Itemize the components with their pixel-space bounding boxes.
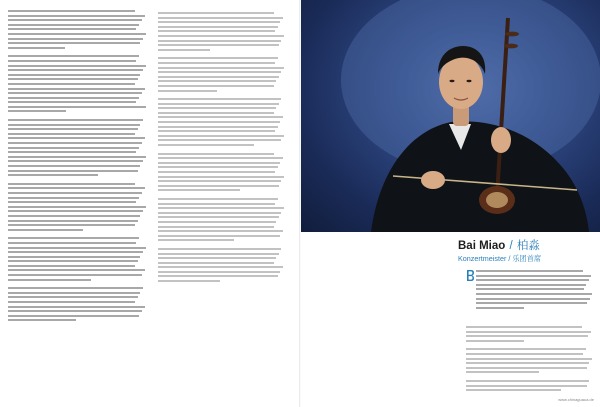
- text-line-placeholder: [8, 319, 76, 321]
- text-line-placeholder: [158, 139, 281, 141]
- text-line-placeholder: [158, 153, 274, 155]
- portrait-illustration: [301, 0, 600, 232]
- text-line-placeholder: [8, 237, 139, 239]
- text-line-placeholder: [158, 203, 275, 205]
- text-line-placeholder: [158, 226, 274, 228]
- text-line-placeholder: [466, 348, 586, 350]
- paragraph-gap: [8, 324, 146, 328]
- german-text-right: [476, 270, 592, 315]
- left-eye: [450, 80, 455, 82]
- text-line-placeholder: [158, 230, 283, 232]
- name-latin: Bai Miao: [458, 240, 506, 252]
- text-line-placeholder: [8, 165, 140, 167]
- text-line-placeholder: [8, 310, 142, 312]
- text-line-placeholder: [158, 121, 280, 123]
- text-line-placeholder: [8, 187, 145, 189]
- text-line-placeholder: [158, 116, 283, 118]
- text-line-placeholder: [158, 257, 276, 259]
- text-line-placeholder: [8, 274, 142, 276]
- text-line-placeholder: [158, 40, 281, 42]
- text-line-placeholder: [158, 266, 283, 268]
- text-line-placeholder: [8, 101, 136, 103]
- text-line-placeholder: [8, 301, 135, 303]
- text-line-placeholder: [158, 275, 278, 277]
- text-line-placeholder: [476, 270, 583, 272]
- text-line-placeholder: [158, 107, 276, 109]
- text-line-placeholder: [158, 12, 274, 14]
- text-line-placeholder: [8, 47, 65, 49]
- text-line-placeholder: [158, 98, 281, 100]
- text-line-placeholder: [158, 30, 275, 32]
- text-line-placeholder: [158, 162, 280, 164]
- text-line-placeholder: [476, 293, 592, 295]
- text-line-placeholder: [158, 253, 279, 255]
- text-line-placeholder: [466, 340, 524, 342]
- text-line-placeholder: [8, 210, 143, 212]
- portrait-photo: [301, 0, 600, 232]
- text-line-placeholder: [158, 71, 281, 73]
- text-line-placeholder: [8, 88, 145, 90]
- text-line-placeholder: [158, 157, 283, 159]
- left-hand: [491, 127, 511, 153]
- text-line-placeholder: [8, 306, 145, 308]
- text-line-placeholder: [8, 242, 136, 244]
- text-line-placeholder: [476, 275, 591, 277]
- text-line-placeholder: [8, 33, 146, 35]
- text-line-placeholder: [158, 216, 279, 218]
- text-line-placeholder: [8, 160, 143, 162]
- text-line-placeholder: [8, 19, 142, 21]
- text-line-placeholder: [158, 80, 276, 82]
- text-line-placeholder: [8, 69, 143, 71]
- left-page: [0, 0, 299, 407]
- text-line-placeholder: [8, 156, 146, 158]
- name-chinese: 柏淼: [516, 240, 540, 252]
- text-line-placeholder: [8, 215, 140, 217]
- text-line-placeholder: [8, 151, 136, 153]
- text-line-placeholder: [158, 112, 274, 114]
- text-line-placeholder: [8, 60, 136, 62]
- text-line-placeholder: [476, 279, 589, 281]
- right-hand: [421, 171, 445, 189]
- text-line-placeholder: [158, 130, 275, 132]
- text-line-placeholder: [158, 21, 280, 23]
- text-line-placeholder: [158, 235, 280, 237]
- paragraph-gap: [158, 285, 284, 289]
- text-line-placeholder: [8, 251, 143, 253]
- text-line-placeholder: [158, 207, 284, 209]
- text-line-placeholder: [158, 35, 284, 37]
- profile-title: [458, 237, 598, 253]
- text-line-placeholder: [158, 44, 279, 46]
- text-line-placeholder: [158, 62, 275, 64]
- text-line-placeholder: [158, 180, 281, 182]
- text-line-placeholder: [8, 174, 98, 176]
- text-line-placeholder: [8, 10, 135, 12]
- text-line-placeholder: [158, 212, 281, 214]
- instrument-resonator-skin: [486, 192, 508, 208]
- profile-role: Konzertmeister / 乐团首席: [458, 254, 542, 263]
- text-line-placeholder: [158, 49, 210, 51]
- chinese-text-column: [158, 12, 284, 289]
- text-line-placeholder: [158, 17, 283, 19]
- text-line-placeholder: [466, 362, 589, 364]
- text-line-placeholder: [158, 126, 278, 128]
- text-line-placeholder: [8, 183, 135, 185]
- text-line-placeholder: [8, 265, 135, 267]
- text-line-placeholder: [8, 38, 143, 40]
- text-line-placeholder: [8, 128, 138, 130]
- text-line-placeholder: [8, 24, 139, 26]
- text-line-placeholder: [8, 292, 140, 294]
- text-line-placeholder: [158, 176, 284, 178]
- text-line-placeholder: [158, 135, 284, 137]
- text-line-placeholder: [8, 42, 140, 44]
- text-line-placeholder: [8, 220, 138, 222]
- text-line-placeholder: [8, 170, 138, 172]
- text-line-placeholder: [158, 239, 234, 241]
- text-line-placeholder: [8, 315, 139, 317]
- text-line-placeholder: [158, 67, 284, 69]
- text-line-placeholder: [466, 326, 582, 328]
- text-line-placeholder: [8, 247, 146, 249]
- text-line-placeholder: [8, 147, 139, 149]
- text-line-placeholder: [8, 119, 143, 121]
- text-line-placeholder: [8, 65, 146, 67]
- text-line-placeholder: [158, 280, 220, 282]
- text-line-placeholder: [158, 76, 279, 78]
- text-line-placeholder: [158, 221, 276, 223]
- text-line-placeholder: [8, 124, 140, 126]
- text-line-placeholder: [466, 335, 588, 337]
- text-line-placeholder: [466, 385, 587, 387]
- text-line-placeholder: [8, 92, 142, 94]
- text-line-placeholder: [8, 224, 135, 226]
- text-line-placeholder: [8, 296, 138, 298]
- text-line-placeholder: [158, 271, 280, 273]
- text-line-placeholder: [8, 137, 145, 139]
- title-separator: /: [509, 240, 513, 252]
- text-line-placeholder: [8, 269, 145, 271]
- text-line-placeholder: [158, 198, 278, 200]
- german-text-column: [8, 10, 146, 328]
- right-eye: [467, 80, 472, 82]
- instrument-tuning-peg-bottom: [504, 44, 518, 49]
- text-line-placeholder: [158, 26, 278, 28]
- text-line-placeholder: [8, 28, 136, 30]
- text-line-placeholder: [466, 331, 591, 333]
- text-line-placeholder: [476, 288, 584, 290]
- text-line-placeholder: [476, 307, 524, 309]
- text-line-placeholder: [8, 106, 146, 108]
- text-line-placeholder: [8, 287, 143, 289]
- text-line-placeholder: [8, 133, 135, 135]
- text-line-placeholder: [8, 260, 138, 262]
- text-line-placeholder: [8, 229, 83, 231]
- text-line-placeholder: [158, 166, 278, 168]
- dropcap-letter-b: [467, 270, 474, 281]
- text-line-placeholder: [476, 284, 586, 286]
- text-line-placeholder: [8, 74, 140, 76]
- text-line-placeholder: [158, 171, 275, 173]
- text-line-placeholder: [158, 262, 274, 264]
- text-line-placeholder: [158, 248, 281, 250]
- paragraph-gap: [476, 311, 592, 315]
- text-line-placeholder: [476, 298, 590, 300]
- text-line-placeholder: [466, 371, 539, 373]
- text-line-placeholder: [8, 197, 139, 199]
- text-line-placeholder: [8, 201, 136, 203]
- text-line-placeholder: [466, 367, 587, 369]
- text-line-placeholder: [158, 144, 254, 146]
- text-line-placeholder: [8, 110, 66, 112]
- text-line-placeholder: [8, 279, 91, 281]
- text-line-placeholder: [8, 206, 146, 208]
- text-line-placeholder: [158, 185, 279, 187]
- text-line-placeholder: [158, 103, 279, 105]
- text-line-placeholder: [466, 380, 589, 382]
- text-line-placeholder: [466, 353, 583, 355]
- chinese-text-right: [466, 326, 592, 398]
- text-line-placeholder: [8, 55, 139, 57]
- text-line-placeholder: [466, 358, 592, 360]
- text-line-placeholder: [8, 142, 142, 144]
- text-line-placeholder: [476, 302, 587, 304]
- text-line-placeholder: [158, 90, 217, 92]
- text-line-placeholder: [158, 85, 274, 87]
- text-line-placeholder: [8, 256, 140, 258]
- text-line-placeholder: [8, 97, 139, 99]
- text-line-placeholder: [8, 78, 138, 80]
- text-line-placeholder: [158, 189, 240, 191]
- instrument-tuning-peg-top: [505, 32, 519, 37]
- website-url: www.chinaguaua.de: [558, 397, 594, 402]
- text-line-placeholder: [8, 15, 145, 17]
- text-line-placeholder: [158, 57, 278, 59]
- text-line-placeholder: [466, 389, 561, 391]
- text-line-placeholder: [8, 192, 142, 194]
- text-line-placeholder: [8, 83, 135, 85]
- profile-header: [458, 237, 598, 264]
